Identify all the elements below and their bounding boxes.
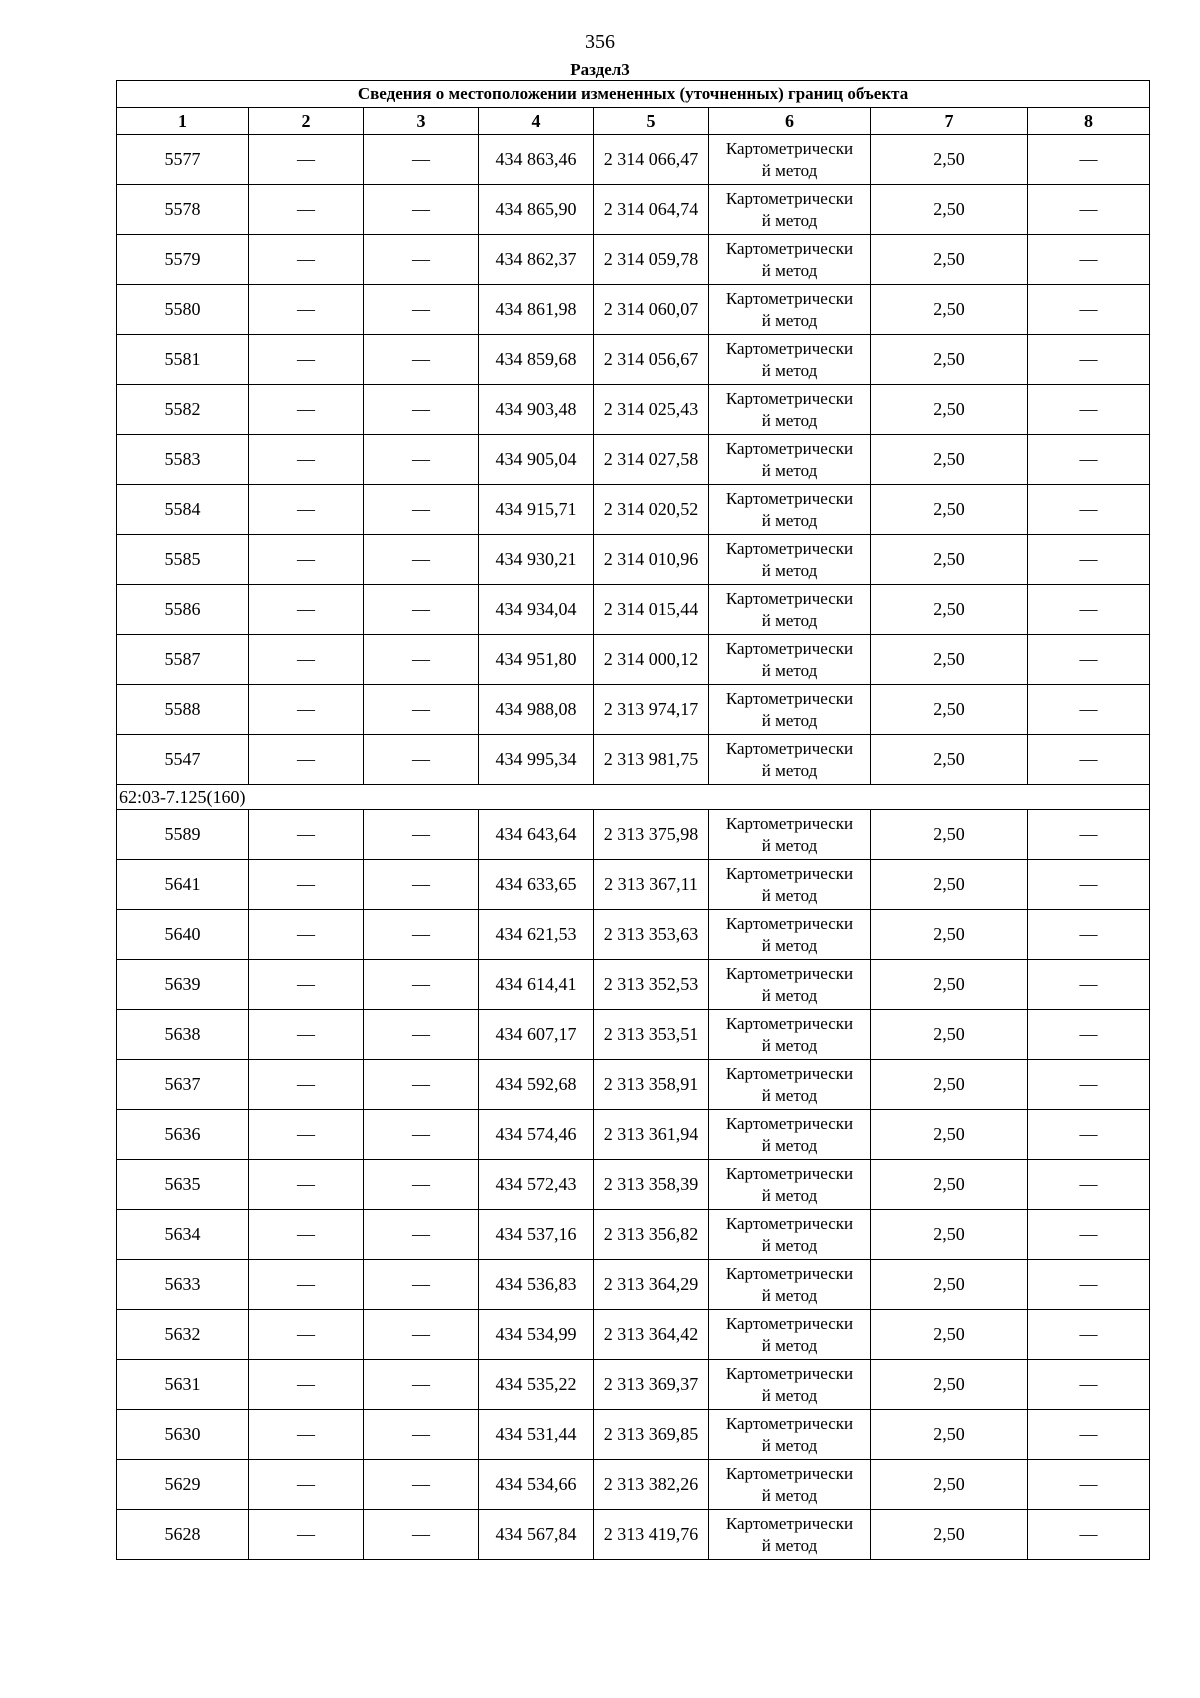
x-coordinate-cell: 434 592,68 bbox=[479, 1060, 594, 1110]
method-cell: Картометрически й метод bbox=[709, 860, 871, 910]
col8-cell: — bbox=[1028, 335, 1150, 385]
col2-cell: — bbox=[249, 535, 364, 585]
point-number-cell: 5584 bbox=[117, 485, 249, 535]
y-coordinate-cell: 2 313 382,26 bbox=[594, 1460, 709, 1510]
accuracy-cell: 2,50 bbox=[871, 435, 1028, 485]
table-row bbox=[117, 860, 1150, 910]
y-coordinate-cell: 2 314 027,58 bbox=[594, 435, 709, 485]
table-row bbox=[117, 910, 1150, 960]
column-number: 8 bbox=[1028, 108, 1150, 135]
col3-cell: — bbox=[364, 235, 479, 285]
col3-cell: — bbox=[364, 535, 479, 585]
accuracy-cell: 2,50 bbox=[871, 1160, 1028, 1210]
col2-cell: — bbox=[249, 385, 364, 435]
x-coordinate-cell: 434 567,84 bbox=[479, 1510, 594, 1560]
col2-cell: — bbox=[249, 485, 364, 535]
accuracy-cell: 2,50 bbox=[871, 1460, 1028, 1510]
col3-cell: — bbox=[364, 335, 479, 385]
column-number: 2 bbox=[249, 108, 364, 135]
method-cell: Картометрически й метод bbox=[709, 685, 871, 735]
x-coordinate-cell: 434 643,64 bbox=[479, 810, 594, 860]
accuracy-cell: 2,50 bbox=[871, 1210, 1028, 1260]
col2-cell: — bbox=[249, 810, 364, 860]
x-coordinate-cell: 434 903,48 bbox=[479, 385, 594, 435]
y-coordinate-cell: 2 313 353,51 bbox=[594, 1010, 709, 1060]
group-heading-row bbox=[117, 785, 1150, 810]
point-number-cell: 5636 bbox=[117, 1110, 249, 1160]
col3-cell: — bbox=[364, 285, 479, 335]
point-number-cell: 5577 bbox=[117, 135, 249, 185]
accuracy-cell: 2,50 bbox=[871, 960, 1028, 1010]
method-cell: Картометрически й метод bbox=[709, 1360, 871, 1410]
point-number-cell: 5586 bbox=[117, 585, 249, 635]
point-number-cell: 5632 bbox=[117, 1310, 249, 1360]
page-number: 356 bbox=[585, 31, 615, 53]
table-row bbox=[117, 735, 1150, 785]
col3-cell: — bbox=[364, 1260, 479, 1310]
method-cell: Картометрически й метод bbox=[709, 385, 871, 435]
accuracy-cell: 2,50 bbox=[871, 1260, 1028, 1310]
col3-cell: — bbox=[364, 635, 479, 685]
method-cell: Картометрически й метод bbox=[709, 1160, 871, 1210]
boundary-coordinates-table bbox=[116, 80, 1150, 1560]
col3-cell: — bbox=[364, 860, 479, 910]
col8-cell: — bbox=[1028, 735, 1150, 785]
method-cell: Картометрически й метод bbox=[709, 1410, 871, 1460]
col8-cell: — bbox=[1028, 1210, 1150, 1260]
col3-cell: — bbox=[364, 810, 479, 860]
x-coordinate-cell: 434 614,41 bbox=[479, 960, 594, 1010]
x-coordinate-cell: 434 861,98 bbox=[479, 285, 594, 335]
table-row bbox=[117, 1460, 1150, 1510]
col8-cell: — bbox=[1028, 235, 1150, 285]
method-cell: Картометрически й метод bbox=[709, 1010, 871, 1060]
col2-cell: — bbox=[249, 1110, 364, 1160]
method-cell: Картометрически й метод bbox=[709, 735, 871, 785]
section-title: Раздел3 bbox=[570, 60, 630, 79]
accuracy-cell: 2,50 bbox=[871, 810, 1028, 860]
point-number-cell: 5630 bbox=[117, 1410, 249, 1460]
x-coordinate-cell: 434 572,43 bbox=[479, 1160, 594, 1210]
table-row bbox=[117, 635, 1150, 685]
x-coordinate-cell: 434 988,08 bbox=[479, 685, 594, 735]
col8-cell: — bbox=[1028, 535, 1150, 585]
col8-cell: — bbox=[1028, 1160, 1150, 1210]
y-coordinate-cell: 2 313 369,37 bbox=[594, 1360, 709, 1410]
col3-cell: — bbox=[364, 585, 479, 635]
col2-cell: — bbox=[249, 635, 364, 685]
point-number-cell: 5640 bbox=[117, 910, 249, 960]
x-coordinate-cell: 434 995,34 bbox=[479, 735, 594, 785]
y-coordinate-cell: 2 314 056,67 bbox=[594, 335, 709, 385]
y-coordinate-cell: 2 313 358,91 bbox=[594, 1060, 709, 1110]
col3-cell: — bbox=[364, 1110, 479, 1160]
table-row bbox=[117, 535, 1150, 585]
accuracy-cell: 2,50 bbox=[871, 385, 1028, 435]
table-row bbox=[117, 585, 1150, 635]
col8-cell: — bbox=[1028, 1260, 1150, 1310]
col2-cell: — bbox=[249, 235, 364, 285]
method-cell: Картометрически й метод bbox=[709, 1510, 871, 1560]
method-cell: Картометрически й метод bbox=[709, 635, 871, 685]
x-coordinate-cell: 434 934,04 bbox=[479, 585, 594, 635]
point-number-cell: 5637 bbox=[117, 1060, 249, 1110]
method-cell: Картометрически й метод bbox=[709, 435, 871, 485]
col8-cell: — bbox=[1028, 860, 1150, 910]
group-heading: 62:03-7.125(160) bbox=[117, 785, 1150, 810]
point-number-cell: 5628 bbox=[117, 1510, 249, 1560]
y-coordinate-cell: 2 313 981,75 bbox=[594, 735, 709, 785]
x-coordinate-cell: 434 859,68 bbox=[479, 335, 594, 385]
point-number-cell: 5582 bbox=[117, 385, 249, 435]
point-number-cell: 5639 bbox=[117, 960, 249, 1010]
y-coordinate-cell: 2 314 060,07 bbox=[594, 285, 709, 335]
y-coordinate-cell: 2 314 059,78 bbox=[594, 235, 709, 285]
point-number-cell: 5579 bbox=[117, 235, 249, 285]
method-cell: Картометрически й метод bbox=[709, 135, 871, 185]
col3-cell: — bbox=[364, 1360, 479, 1410]
col8-cell: — bbox=[1028, 1460, 1150, 1510]
accuracy-cell: 2,50 bbox=[871, 135, 1028, 185]
col8-cell: — bbox=[1028, 135, 1150, 185]
point-number-cell: 5585 bbox=[117, 535, 249, 585]
col8-cell: — bbox=[1028, 585, 1150, 635]
method-cell: Картометрически й метод bbox=[709, 485, 871, 535]
column-number: 7 bbox=[871, 108, 1028, 135]
method-cell: Картометрически й метод bbox=[709, 1210, 871, 1260]
y-coordinate-cell: 2 314 064,74 bbox=[594, 185, 709, 235]
col2-cell: — bbox=[249, 960, 364, 1010]
col2-cell: — bbox=[249, 1010, 364, 1060]
column-number: 4 bbox=[479, 108, 594, 135]
col8-cell: — bbox=[1028, 435, 1150, 485]
method-cell: Картометрически й метод bbox=[709, 335, 871, 385]
accuracy-cell: 2,50 bbox=[871, 860, 1028, 910]
y-coordinate-cell: 2 313 419,76 bbox=[594, 1510, 709, 1560]
table-row bbox=[117, 1160, 1150, 1210]
accuracy-cell: 2,50 bbox=[871, 635, 1028, 685]
y-coordinate-cell: 2 313 358,39 bbox=[594, 1160, 709, 1210]
table-row bbox=[117, 1010, 1150, 1060]
method-cell: Картометрически й метод bbox=[709, 1110, 871, 1160]
col3-cell: — bbox=[364, 385, 479, 435]
accuracy-cell: 2,50 bbox=[871, 1410, 1028, 1460]
accuracy-cell: 2,50 bbox=[871, 335, 1028, 385]
method-cell: Картометрически й метод bbox=[709, 1310, 871, 1360]
table-row bbox=[117, 1510, 1150, 1560]
point-number-cell: 5588 bbox=[117, 685, 249, 735]
method-cell: Картометрически й метод bbox=[709, 1460, 871, 1510]
accuracy-cell: 2,50 bbox=[871, 735, 1028, 785]
col2-cell: — bbox=[249, 1310, 364, 1360]
accuracy-cell: 2,50 bbox=[871, 535, 1028, 585]
col3-cell: — bbox=[364, 1010, 479, 1060]
col2-cell: — bbox=[249, 1410, 364, 1460]
table-row bbox=[117, 185, 1150, 235]
col8-cell: — bbox=[1028, 910, 1150, 960]
col8-cell: — bbox=[1028, 685, 1150, 735]
column-number: 5 bbox=[594, 108, 709, 135]
point-number-cell: 5580 bbox=[117, 285, 249, 335]
y-coordinate-cell: 2 313 375,98 bbox=[594, 810, 709, 860]
method-cell: Картометрически й метод bbox=[709, 185, 871, 235]
y-coordinate-cell: 2 313 353,63 bbox=[594, 910, 709, 960]
table-row bbox=[117, 485, 1150, 535]
col3-cell: — bbox=[364, 1210, 479, 1260]
table-row bbox=[117, 235, 1150, 285]
col8-cell: — bbox=[1028, 1510, 1150, 1560]
col3-cell: — bbox=[364, 685, 479, 735]
col2-cell: — bbox=[249, 1460, 364, 1510]
col3-cell: — bbox=[364, 1310, 479, 1360]
col3-cell: — bbox=[364, 185, 479, 235]
x-coordinate-cell: 434 534,99 bbox=[479, 1310, 594, 1360]
table-row bbox=[117, 1060, 1150, 1110]
col2-cell: — bbox=[249, 1210, 364, 1260]
col8-cell: — bbox=[1028, 385, 1150, 435]
x-coordinate-cell: 434 574,46 bbox=[479, 1110, 594, 1160]
col2-cell: — bbox=[249, 1510, 364, 1560]
col2-cell: — bbox=[249, 1260, 364, 1310]
col2-cell: — bbox=[249, 910, 364, 960]
col2-cell: — bbox=[249, 860, 364, 910]
col3-cell: — bbox=[364, 135, 479, 185]
method-cell: Картометрически й метод bbox=[709, 910, 871, 960]
col8-cell: — bbox=[1028, 185, 1150, 235]
method-cell: Картометрически й метод bbox=[709, 585, 871, 635]
table-row bbox=[117, 385, 1150, 435]
x-coordinate-cell: 434 537,16 bbox=[479, 1210, 594, 1260]
point-number-cell: 5578 bbox=[117, 185, 249, 235]
col3-cell: — bbox=[364, 1460, 479, 1510]
col3-cell: — bbox=[364, 960, 479, 1010]
y-coordinate-cell: 2 313 356,82 bbox=[594, 1210, 709, 1260]
accuracy-cell: 2,50 bbox=[871, 910, 1028, 960]
point-number-cell: 5634 bbox=[117, 1210, 249, 1260]
col2-cell: — bbox=[249, 735, 364, 785]
col2-cell: — bbox=[249, 685, 364, 735]
y-coordinate-cell: 2 313 361,94 bbox=[594, 1110, 709, 1160]
accuracy-cell: 2,50 bbox=[871, 485, 1028, 535]
point-number-cell: 5589 bbox=[117, 810, 249, 860]
accuracy-cell: 2,50 bbox=[871, 1310, 1028, 1360]
table-row bbox=[117, 1110, 1150, 1160]
accuracy-cell: 2,50 bbox=[871, 585, 1028, 635]
point-number-cell: 5583 bbox=[117, 435, 249, 485]
x-coordinate-cell: 434 915,71 bbox=[479, 485, 594, 535]
accuracy-cell: 2,50 bbox=[871, 1060, 1028, 1110]
col8-cell: — bbox=[1028, 1360, 1150, 1410]
column-number: 1 bbox=[117, 108, 249, 135]
y-coordinate-cell: 2 313 352,53 bbox=[594, 960, 709, 1010]
x-coordinate-cell: 434 607,17 bbox=[479, 1010, 594, 1060]
x-coordinate-cell: 434 535,22 bbox=[479, 1360, 594, 1410]
col2-cell: — bbox=[249, 1360, 364, 1410]
method-cell: Картометрически й метод bbox=[709, 810, 871, 860]
y-coordinate-cell: 2 313 364,29 bbox=[594, 1260, 709, 1310]
y-coordinate-cell: 2 314 066,47 bbox=[594, 135, 709, 185]
point-number-cell: 5641 bbox=[117, 860, 249, 910]
table-row bbox=[117, 1210, 1150, 1260]
y-coordinate-cell: 2 313 367,11 bbox=[594, 860, 709, 910]
point-number-cell: 5635 bbox=[117, 1160, 249, 1210]
col8-cell: — bbox=[1028, 1110, 1150, 1160]
y-coordinate-cell: 2 313 364,42 bbox=[594, 1310, 709, 1360]
col2-cell: — bbox=[249, 285, 364, 335]
y-coordinate-cell: 2 314 025,43 bbox=[594, 385, 709, 435]
col2-cell: — bbox=[249, 435, 364, 485]
table-row bbox=[117, 435, 1150, 485]
x-coordinate-cell: 434 534,66 bbox=[479, 1460, 594, 1510]
table-row bbox=[117, 1410, 1150, 1460]
y-coordinate-cell: 2 314 000,12 bbox=[594, 635, 709, 685]
col8-cell: — bbox=[1028, 485, 1150, 535]
table-row bbox=[117, 1260, 1150, 1310]
x-coordinate-cell: 434 865,90 bbox=[479, 185, 594, 235]
table-row bbox=[117, 135, 1150, 185]
x-coordinate-cell: 434 905,04 bbox=[479, 435, 594, 485]
accuracy-cell: 2,50 bbox=[871, 1110, 1028, 1160]
x-coordinate-cell: 434 862,37 bbox=[479, 235, 594, 285]
method-cell: Картометрически й метод bbox=[709, 960, 871, 1010]
x-coordinate-cell: 434 531,44 bbox=[479, 1410, 594, 1460]
table-caption: Сведения о местоположении измененных (уточненных) границ объекта bbox=[117, 81, 1150, 108]
table-row bbox=[117, 960, 1150, 1010]
point-number-cell: 5587 bbox=[117, 635, 249, 685]
col3-cell: — bbox=[364, 1410, 479, 1460]
accuracy-cell: 2,50 bbox=[871, 1510, 1028, 1560]
point-number-cell: 5631 bbox=[117, 1360, 249, 1410]
accuracy-cell: 2,50 bbox=[871, 685, 1028, 735]
col3-cell: — bbox=[364, 485, 479, 535]
accuracy-cell: 2,50 bbox=[871, 185, 1028, 235]
accuracy-cell: 2,50 bbox=[871, 235, 1028, 285]
col3-cell: — bbox=[364, 910, 479, 960]
col8-cell: — bbox=[1028, 635, 1150, 685]
table-row bbox=[117, 1360, 1150, 1410]
col3-cell: — bbox=[364, 1510, 479, 1560]
col8-cell: — bbox=[1028, 810, 1150, 860]
method-cell: Картометрически й метод bbox=[709, 235, 871, 285]
col8-cell: — bbox=[1028, 1410, 1150, 1460]
point-number-cell: 5547 bbox=[117, 735, 249, 785]
x-coordinate-cell: 434 621,53 bbox=[479, 910, 594, 960]
col2-cell: — bbox=[249, 185, 364, 235]
col2-cell: — bbox=[249, 1160, 364, 1210]
x-coordinate-cell: 434 536,83 bbox=[479, 1260, 594, 1310]
col8-cell: — bbox=[1028, 285, 1150, 335]
table-row bbox=[117, 335, 1150, 385]
method-cell: Картометрически й метод bbox=[709, 535, 871, 585]
col8-cell: — bbox=[1028, 1010, 1150, 1060]
col2-cell: — bbox=[249, 585, 364, 635]
col3-cell: — bbox=[364, 1060, 479, 1110]
method-cell: Картометрически й метод bbox=[709, 1060, 871, 1110]
col3-cell: — bbox=[364, 435, 479, 485]
column-number: 6 bbox=[709, 108, 871, 135]
col8-cell: — bbox=[1028, 1060, 1150, 1110]
table-row bbox=[117, 810, 1150, 860]
y-coordinate-cell: 2 314 020,52 bbox=[594, 485, 709, 535]
method-cell: Картометрически й метод bbox=[709, 1260, 871, 1310]
col2-cell: — bbox=[249, 135, 364, 185]
table-row bbox=[117, 285, 1150, 335]
x-coordinate-cell: 434 951,80 bbox=[479, 635, 594, 685]
point-number-cell: 5629 bbox=[117, 1460, 249, 1510]
point-number-cell: 5638 bbox=[117, 1010, 249, 1060]
y-coordinate-cell: 2 314 010,96 bbox=[594, 535, 709, 585]
y-coordinate-cell: 2 313 974,17 bbox=[594, 685, 709, 735]
col8-cell: — bbox=[1028, 960, 1150, 1010]
table-row bbox=[117, 1310, 1150, 1360]
y-coordinate-cell: 2 314 015,44 bbox=[594, 585, 709, 635]
table-body bbox=[117, 135, 1150, 1560]
point-number-cell: 5633 bbox=[117, 1260, 249, 1310]
col3-cell: — bbox=[364, 1160, 479, 1210]
x-coordinate-cell: 434 633,65 bbox=[479, 860, 594, 910]
x-coordinate-cell: 434 930,21 bbox=[479, 535, 594, 585]
x-coordinate-cell: 434 863,46 bbox=[479, 135, 594, 185]
method-cell: Картометрически й метод bbox=[709, 285, 871, 335]
col3-cell: — bbox=[364, 735, 479, 785]
table-row bbox=[117, 685, 1150, 735]
y-coordinate-cell: 2 313 369,85 bbox=[594, 1410, 709, 1460]
accuracy-cell: 2,50 bbox=[871, 1360, 1028, 1410]
accuracy-cell: 2,50 bbox=[871, 1010, 1028, 1060]
point-number-cell: 5581 bbox=[117, 335, 249, 385]
col2-cell: — bbox=[249, 335, 364, 385]
column-number: 3 bbox=[364, 108, 479, 135]
col8-cell: — bbox=[1028, 1310, 1150, 1360]
col2-cell: — bbox=[249, 1060, 364, 1110]
accuracy-cell: 2,50 bbox=[871, 285, 1028, 335]
